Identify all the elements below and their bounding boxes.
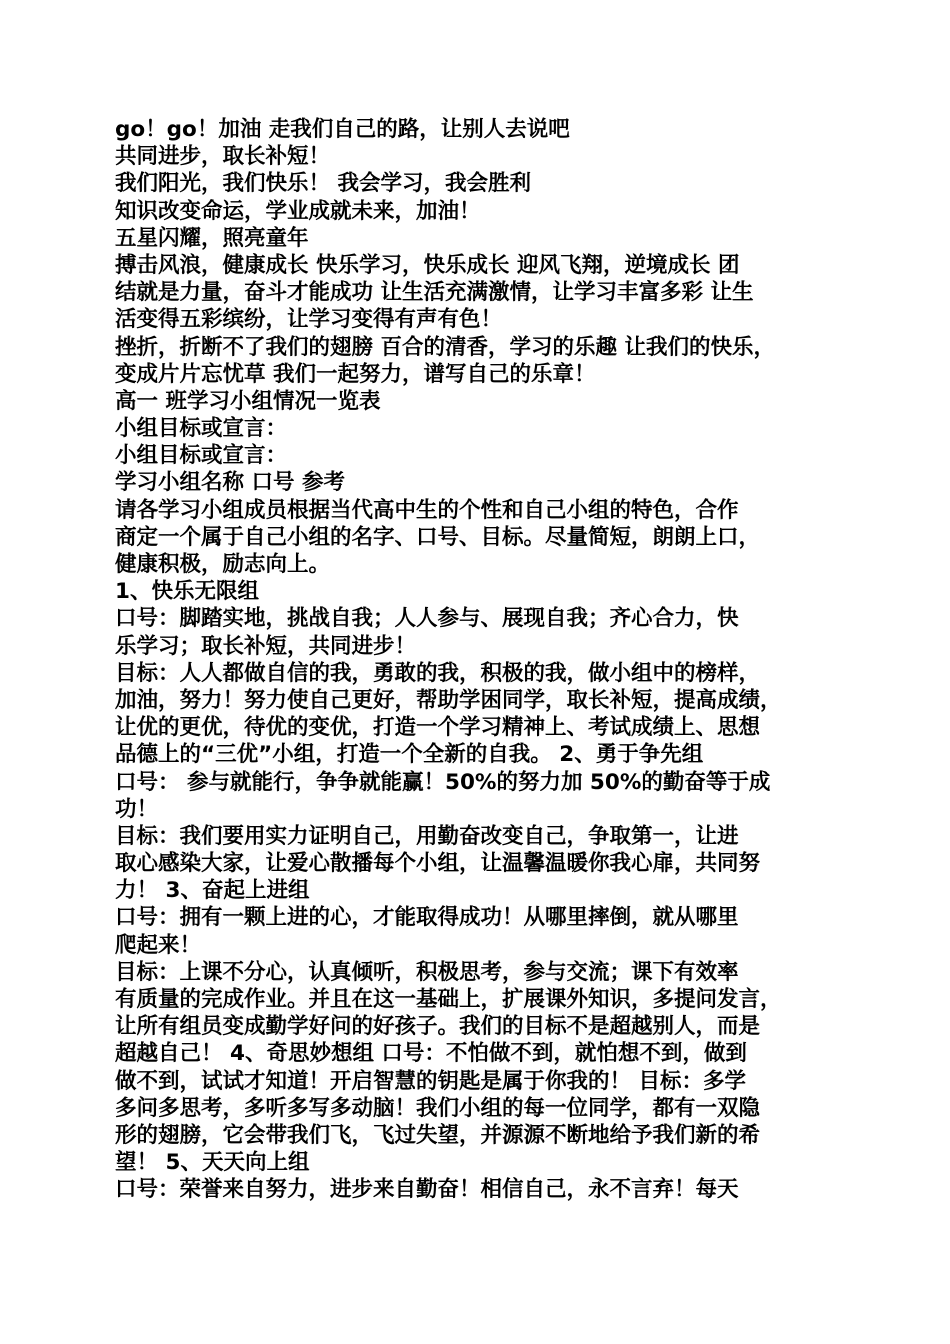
text-line: 小组目标或宣言： [115, 416, 288, 442]
text-line: 力！ 3、奋起上进组 [115, 878, 310, 904]
text-line: 结就是力量，奋斗才能成功 让生活充满激情，让学习丰富多彩 让生 [115, 280, 754, 306]
text-line: 高一 班学习小组情况一览表 [115, 388, 381, 414]
text-line: go！go！加油 走我们自己的路，让别人去说吧 [115, 117, 570, 142]
text-line: 搏击风浪，健康成长 快乐学习，快乐成长 迎风飞翔，逆境成长 团 [115, 252, 740, 278]
text-line: 超越自己！ 4、奇思妙想组 口号：不怕做不到，就怕想不到，做到 [115, 1041, 747, 1067]
text-line: 乐学习；取长补短，共同进步！ [115, 633, 417, 659]
text-line: 挫折，折断不了我们的翅膀 百合的清香，学习的乐趣 让我们的快乐， [115, 334, 775, 360]
document-body [115, 116, 850, 1204]
text-line: 品德上的“三优”小组，打造一个全新的自我。 2、勇于争先组 [115, 742, 704, 768]
text-line: 变成片片忘忧草 我们一起努力，谱写自己的乐章！ [115, 361, 596, 387]
text-line: 知识改变命运，学业成就未来，加油！ [115, 198, 481, 224]
text-line: 加油，努力！努力使自己更好，帮助学困同学，取长补短，提高成绩， [115, 687, 782, 713]
text-line: 我们阳光，我们快乐！ 我会学习，我会胜利 [115, 171, 531, 197]
text-line: 功！ [115, 796, 159, 822]
text-line: 让所有组员变成勤学好问的好孩子。我们的目标不是超越别人，而是 [115, 1014, 761, 1040]
text-line: 形的翅膀，它会带我们飞，飞过失望，并源源不断地给予我们新的希 [115, 1122, 761, 1148]
text-line: 取心感染大家，让爱心散播每个小组，让温馨温暖你我心扉，共同努 [115, 851, 761, 877]
text-line: 口号：拥有一颗上进的心，才能取得成功！从哪里摔倒，就从哪里 [115, 905, 739, 931]
text-line: 请各学习小组成员根据当代高中生的个性和自己小组的特色，合作 [115, 497, 739, 523]
text-line: 做不到，试试才知道！开启智慧的钥匙是属于你我的！ 目标：多学 [115, 1068, 746, 1094]
text-line: 活变得五彩缤纷，让学习变得有声有色！ [115, 307, 503, 333]
text-line: 小组目标或宣言： [115, 443, 288, 469]
text-line: 口号： 参与就能行，争争就能赢！50%的努力加 50%的勤奋等于成 [115, 769, 771, 795]
text-line: 口号：荣誉来自努力，进步来自勤奋！相信自己，永不言弃！每天 [115, 1177, 739, 1203]
text-line: 目标：上课不分心，认真倾听，积极思考，参与交流；课下有效率 [115, 959, 739, 985]
text-line: 1、快乐无限组 [115, 579, 259, 605]
text-line: 望！ 5、天天向上组 [115, 1150, 310, 1176]
text-line: 学习小组名称 口号 参考 [115, 470, 345, 496]
text-line: 目标：我们要用实力证明自己，用勤奋改变自己，争取第一，让进 [115, 823, 739, 849]
text-line: 爬起来！ [115, 932, 202, 958]
text-line: 健康积极，励志向上。 [115, 552, 331, 577]
text-line: 目标：人人都做自信的我，勇敢的我，积极的我，做小组中的榜样， [115, 660, 761, 686]
text-line: 共同进步，取长补短！ [115, 144, 331, 170]
text-line: 有质量的完成作业。并且在这一基础上，扩展课外知识，多提问发言， [115, 987, 782, 1012]
text-line: 让优的更优，待优的变优，打造一个学习精神上、考试成绩上、思想 [115, 715, 761, 741]
text-line: 五星闪耀，照亮童年 [115, 225, 309, 251]
text-line: 口号：脚踏实地，挑战自我；人人参与、展现自我；齐心合力，快 [115, 606, 739, 632]
text-line: 多问多思考，多听多写多动脑！我们小组的每一位同学，都有一双隐 [115, 1095, 761, 1121]
text-line: 商定一个属于自己小组的名字、口号、目标。尽量简短，朗朗上口， [115, 524, 761, 550]
